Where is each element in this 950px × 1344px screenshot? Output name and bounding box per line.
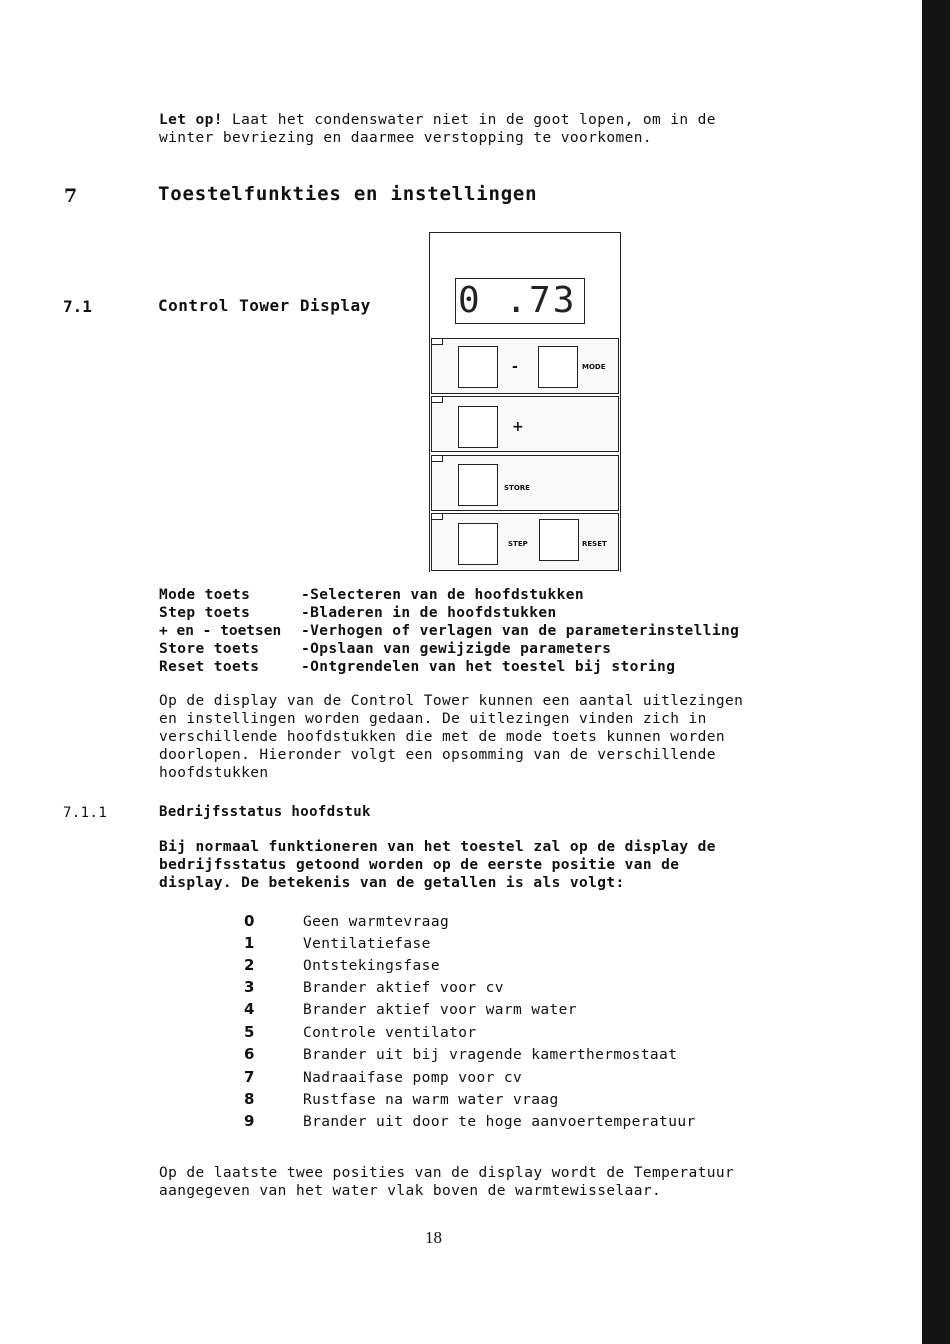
panel-row-step-reset	[431, 513, 619, 571]
paragraph-line: Op de laatste twee posities van de display wordt de Temperatuur	[159, 1165, 735, 1181]
store-key[interactable]	[458, 464, 498, 506]
key-desc: -Bladeren in de hoofdstukken	[301, 605, 557, 621]
status-text: Brander uit door te hoge aanvoertemperatuur	[303, 1114, 696, 1130]
mode-label: MODE	[582, 363, 606, 371]
key-name: + en - toetsen	[159, 623, 282, 639]
section-7-number: 7	[64, 185, 78, 207]
status-code: 2	[244, 956, 255, 974]
reset-key[interactable]	[539, 519, 579, 561]
panel-row-store	[431, 455, 619, 511]
paragraph-line: aangegeven van het water vlak boven de warmtewisselaar.	[159, 1183, 662, 1199]
paragraph-line: hoofdstukken	[159, 765, 269, 781]
status-code: 3	[244, 978, 255, 996]
section-7-1-number: 7.1	[63, 297, 92, 316]
status-text: Brander aktief voor warm water	[303, 1002, 577, 1018]
section-7-1-1-number: 7.1.1	[63, 805, 108, 821]
paragraph-line: display. De betekenis van de getallen is als volgt:	[159, 875, 625, 891]
status-code: 8	[244, 1090, 255, 1108]
paragraph-line: doorlopen. Hieronder volgt een opsomming van de verschillende	[159, 747, 716, 763]
status-code: 1	[244, 934, 255, 952]
row-tab	[431, 455, 443, 462]
status-code: 6	[244, 1045, 255, 1063]
note-line-2: winter bevriezing en daarmee verstopping te voorkomen.	[159, 130, 653, 146]
closing-paragraph	[159, 1164, 734, 1200]
key-desc: -Opslaan van gewijzigde parameters	[301, 641, 612, 657]
page-number: 18	[425, 1228, 442, 1247]
section-7-1-1-title: Bedrijfsstatus hoofdstuk	[159, 804, 371, 820]
panel-row-plus	[431, 396, 619, 452]
key-desc: -Verhogen of verlagen van de parameterinstelling	[301, 623, 740, 639]
paragraph-line: Op de display van de Control Tower kunnen een aantal uitlezingen	[159, 693, 744, 709]
minus-key[interactable]	[458, 346, 498, 388]
status-code: 5	[244, 1023, 255, 1041]
minus-symbol: -	[512, 359, 518, 375]
paragraph-line: verschillende hoofdstukken die met de mode toets kunnen worden	[159, 729, 726, 745]
key-name: Reset toets	[159, 659, 260, 675]
row-tab	[431, 513, 443, 520]
lcd-display-value: 0 .73	[458, 280, 577, 321]
status-text: Geen warmtevraag	[303, 914, 450, 930]
status-text: Rustfase na warm water vraag	[303, 1092, 559, 1108]
row-tab	[431, 396, 443, 403]
paragraph-line: bedrijfsstatus getoond worden op de eerste positie van de	[159, 857, 680, 873]
status-code: 7	[244, 1068, 255, 1086]
status-code: 4	[244, 1000, 255, 1018]
status-text: Brander aktief voor cv	[303, 980, 504, 996]
status-text: Ventilatiefase	[303, 936, 431, 952]
status-code: 9	[244, 1112, 255, 1130]
key-name: Store toets	[159, 641, 260, 657]
paragraph-line: Bij normaal funktioneren van het toestel zal op de display de	[159, 839, 716, 855]
step-label: STEP	[508, 540, 528, 548]
reset-label: RESET	[582, 540, 607, 548]
mode-key[interactable]	[538, 346, 578, 388]
scan-edge	[922, 0, 950, 1344]
section-7-1-title: Control Tower Display	[158, 296, 371, 315]
paragraph-line: en instellingen worden gedaan. De uitlezingen vinden zich in	[159, 711, 707, 727]
status-paragraph	[159, 838, 716, 892]
status-text: Brander uit bij vragende kamerthermostaat	[303, 1047, 678, 1063]
plus-symbol: +	[512, 419, 524, 435]
key-name: Mode toets	[159, 587, 251, 603]
note-line-1	[159, 111, 716, 129]
note-lead: Let op!	[159, 112, 223, 128]
intro-paragraph	[159, 692, 743, 782]
row-tab	[431, 338, 443, 345]
status-text: Ontstekingsfase	[303, 958, 440, 974]
key-desc: -Selecteren van de hoofdstukken	[301, 587, 585, 603]
step-key[interactable]	[458, 523, 498, 565]
plus-key[interactable]	[458, 406, 498, 448]
store-label: STORE	[504, 484, 530, 492]
key-name: Step toets	[159, 605, 251, 621]
status-text: Controle ventilator	[303, 1025, 477, 1041]
section-7-title: Toestelfunkties en instellingen	[158, 183, 538, 205]
status-text: Nadraaifase pomp voor cv	[303, 1070, 523, 1086]
status-code: 0	[244, 912, 255, 930]
note-line-1-text: Laat het condenswater niet in de goot lopen, om in de	[222, 112, 716, 128]
key-desc: -Ontgrendelen van het toestel bij storing	[301, 659, 676, 675]
panel-row-mode	[431, 338, 619, 394]
